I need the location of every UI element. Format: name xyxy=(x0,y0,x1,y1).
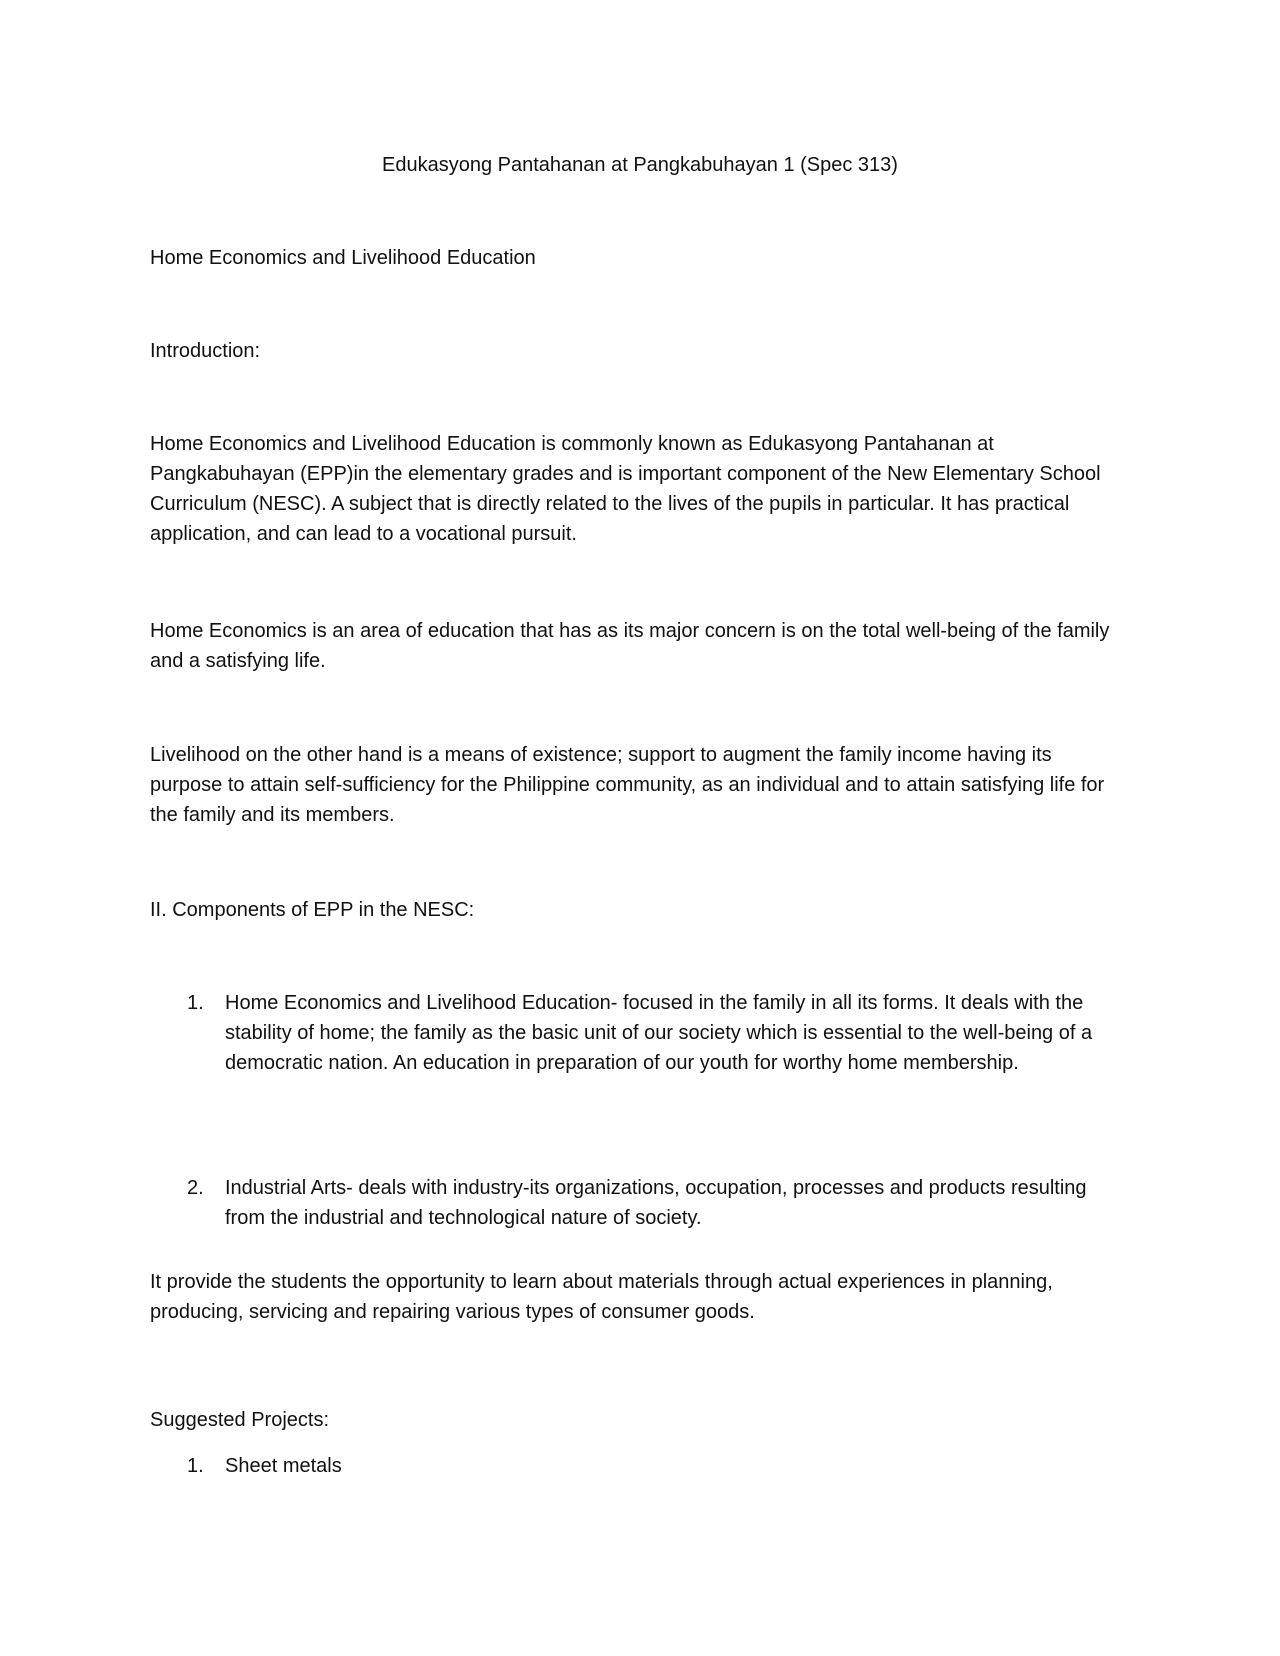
list-item-number: 2. xyxy=(187,1177,204,1199)
intro-paragraph: Home Economics and Livelihood Education is commonly known as Edukasyong Pantahanan at Pangkabuhayan (EPP)in the elementary grades and is important component of the New Elementary School Curriculum (NESC). A subject that is directly related to the lives of the pupils in particular. It has practical application, and can lead to a vocational pursuit. xyxy=(150,433,1101,545)
document-subtitle: Home Economics and Livelihood Education xyxy=(150,247,536,269)
closing-paragraph: It provide the students the opportunity to learn about materials through actual experiences in planning, producing, servicing and repairing various types of consumer goods. xyxy=(150,1271,1053,1323)
livelihood-paragraph: Livelihood on the other hand is a means of existence; support to augment the family income having its purpose to attain self-sufficiency for the Philippine community, as an individual and to attain satisfying life for the family and its members. xyxy=(150,744,1105,826)
components-heading: II. Components of EPP in the NESC: xyxy=(150,899,475,921)
home-economics-paragraph: Home Economics is an area of education that has as its major concern is on the total well-being of the family and a satisfying life. xyxy=(150,620,1110,672)
list-item-text: Industrial Arts- deals with industry-its organizations, occupation, processes and products resulting from the industrial and technological nature of society. xyxy=(225,1177,1087,1229)
list-item-text: Sheet metals xyxy=(225,1455,342,1477)
list-item-text: Home Economics and Livelihood Education- focused in the family in all its forms. It deals with the stability of home; the family as the basic unit of our society which is essential to the well-being of a democratic nation. An education in preparation of our youth for worthy home membership. xyxy=(225,992,1093,1074)
list-item-number: 1. xyxy=(187,992,204,1014)
list-item-number: 1. xyxy=(187,1455,204,1477)
document-title: Edukasyong Pantahanan at Pangkabuhayan 1 (Spec 313) xyxy=(382,154,898,176)
projects-heading: Suggested Projects: xyxy=(150,1409,329,1431)
intro-heading: Introduction: xyxy=(150,340,261,362)
